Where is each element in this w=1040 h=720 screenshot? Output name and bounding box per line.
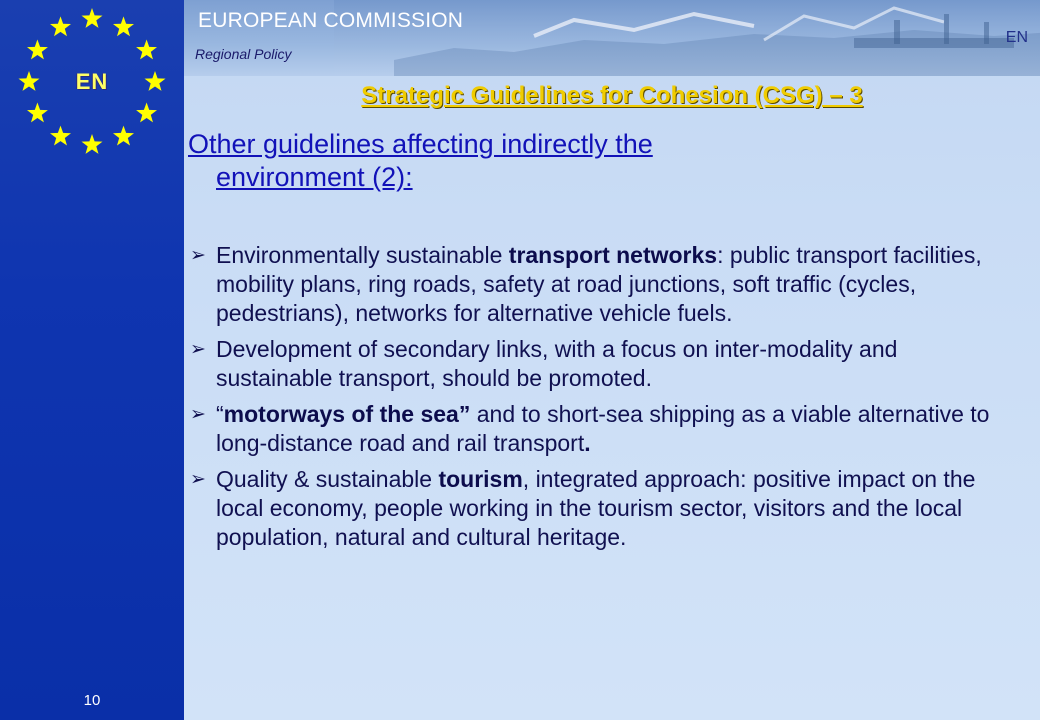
eu-star-icon — [50, 16, 71, 36]
subtitle-line: Other guidelines affecting indirectly the — [188, 129, 653, 159]
eu-star-icon — [113, 16, 134, 36]
bullet-item: ➢ Development of secondary links, with a focus on inter-modality and sustainable transport, should be promoted. — [190, 336, 898, 391]
arrow-bullet-icon: ➢ — [190, 339, 206, 360]
bullet-item: ➢ Quality & sustainable tourism, integrated approach: positive impact on the local economy, people working in the tourism sector, visitors and the local population, natural and cultural heritage. — [190, 466, 976, 550]
bullet-item: ➢ Environmentally sustainable transport networks: public transport facilities, mobility plans, ring roads, safety at road junctions, soft traffic (cycles, pedestrians), networks for alternative vehicle fuels. — [190, 242, 982, 326]
slide-title: Strategic Guidelines for Cohesion (CSG) – 3 — [361, 82, 863, 109]
eu-side-band — [0, 0, 184, 720]
organisation-name: EUROPEAN COMMISSION — [198, 9, 464, 32]
eu-star-icon — [27, 103, 48, 123]
subtitle-line: environment (2): — [216, 162, 413, 192]
eu-star-icon — [113, 126, 134, 146]
eu-star-icon — [82, 8, 103, 28]
arrow-bullet-icon: ➢ — [190, 404, 206, 425]
language-code: EN — [1005, 29, 1028, 46]
bullet-item: ➢ “motorways of the sea” and to short-sea shipping as a viable alternative to long-distance road and rail transport. — [190, 401, 990, 456]
flag-language-code: EN — [75, 69, 109, 94]
eu-star-icon — [82, 134, 103, 154]
eu-star-icon — [27, 40, 48, 60]
department-name: Regional Policy — [195, 46, 292, 62]
page-number: 10 — [83, 692, 101, 709]
eu-star-icon — [136, 40, 157, 60]
eu-star-icon — [136, 103, 157, 123]
slide-subtitle — [188, 128, 848, 194]
header-banner — [184, 0, 1040, 76]
eu-star-icon — [145, 71, 166, 91]
arrow-bullet-icon: ➢ — [190, 469, 206, 490]
eu-star-icon — [50, 126, 71, 146]
eu-star-icon — [19, 71, 40, 91]
bullet-list — [188, 241, 1018, 559]
arrow-bullet-icon: ➢ — [190, 245, 206, 266]
